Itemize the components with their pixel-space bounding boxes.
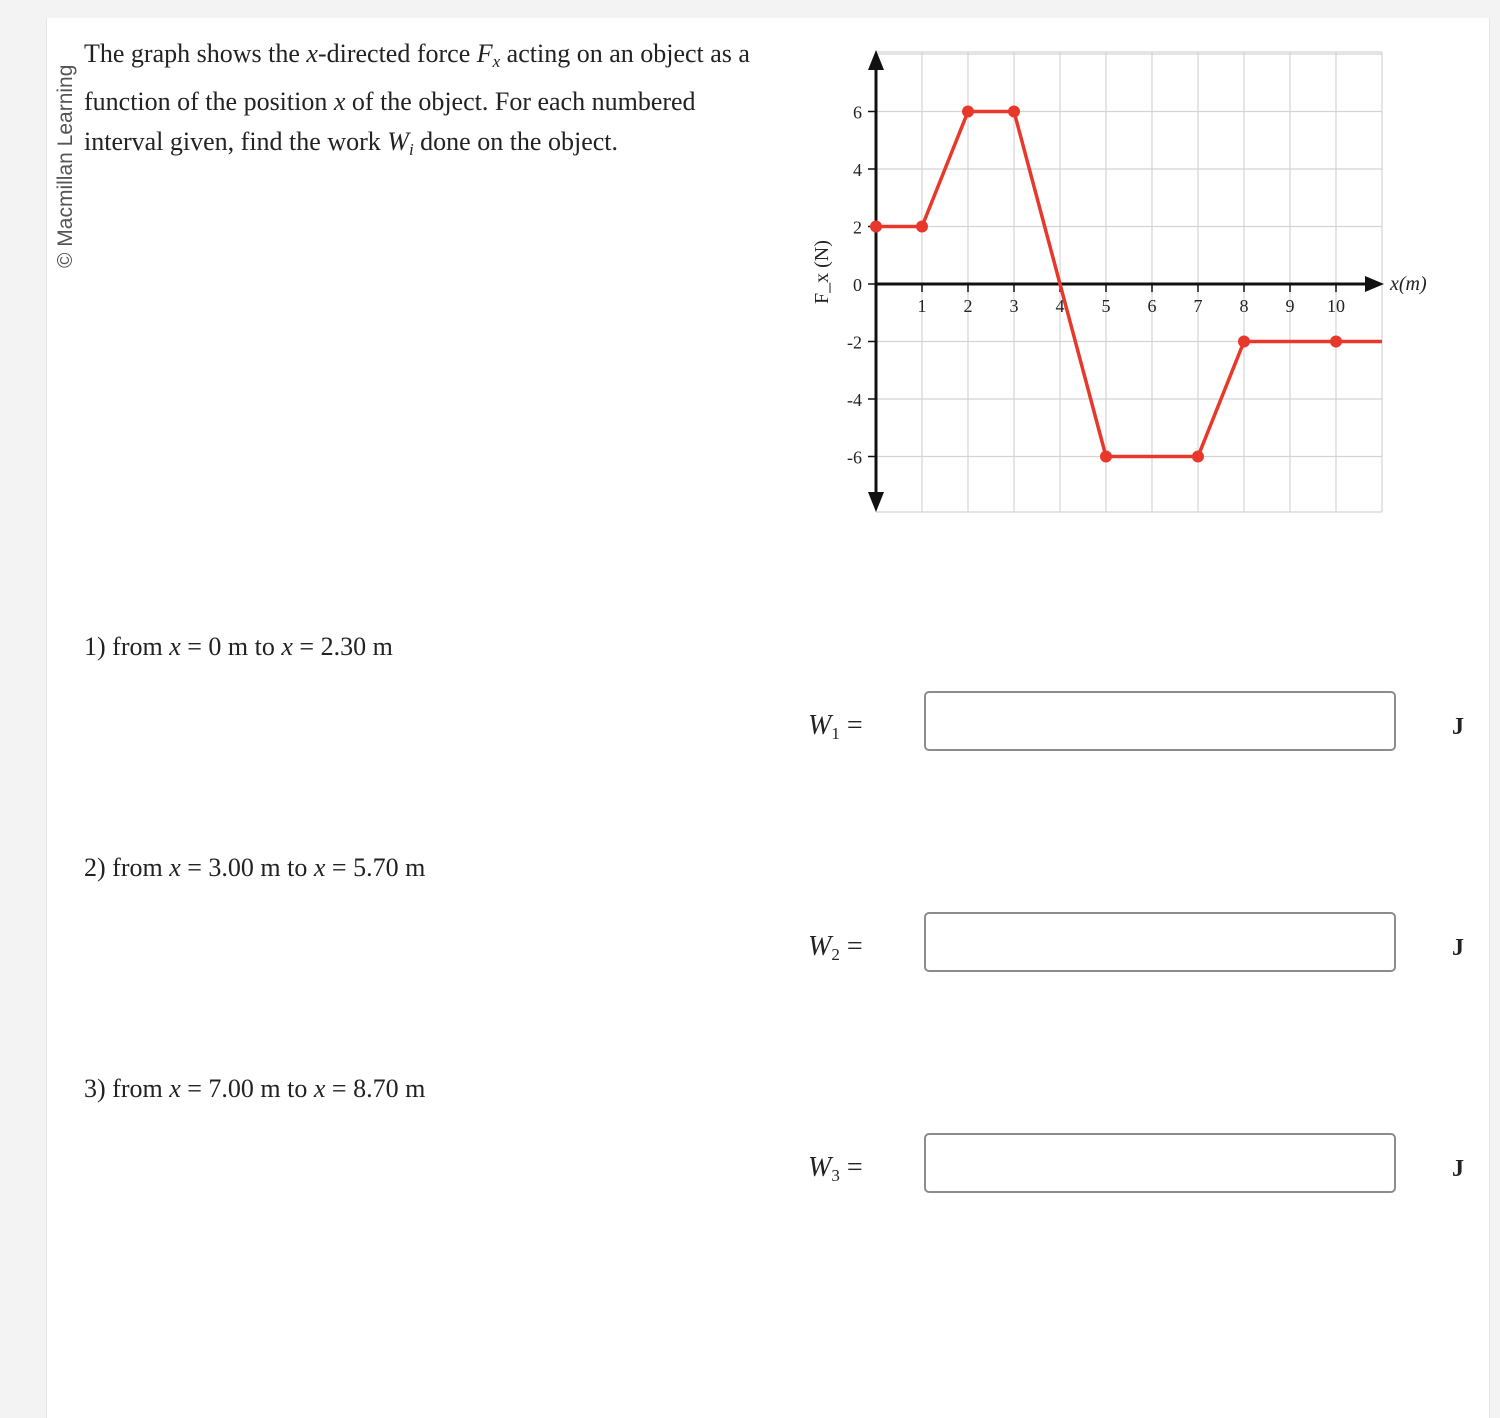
w2-answer-input[interactable] [924,912,1396,972]
y-axis-arrow-down-icon [868,492,884,512]
w3-label: W3 = [808,1152,863,1185]
data-point [916,221,928,233]
y-axis-label: F_x (N) [811,240,833,304]
y-tick-label: 6 [853,102,862,123]
w3-answer-input[interactable] [924,1133,1396,1193]
x-tick-label: 9 [1285,296,1295,316]
x-tick-label: 3 [1009,296,1019,316]
data-point [962,106,974,118]
data-point [1238,336,1250,348]
x-tick-label: 6 [1147,296,1157,316]
w2-unit: J [1452,935,1464,961]
w1-answer-input[interactable] [924,691,1396,751]
y-tick-label: -4 [847,390,862,410]
w1-label: W1 = [808,710,863,743]
y-tick-label: -2 [847,332,862,353]
y-tick-label: 2 [853,217,862,238]
x-tick-label: 8 [1239,296,1249,316]
x-tick-label: 10 [1327,296,1345,316]
x-tick-label: 2 [963,296,973,316]
force-position-graph [790,40,1440,520]
x-axis-arrow-icon [1365,276,1384,292]
question-1-prompt: 1) from x = 0 m to x = 2.30 m [84,632,393,661]
x-axis-label: x(m) [1390,273,1427,295]
w1-unit: J [1452,714,1464,740]
y-tick-label: 0 [853,275,862,295]
y-tick-label: 4 [853,160,862,180]
data-point [870,221,882,233]
data-point [1330,336,1342,348]
grid [876,52,1382,512]
w2-label: W2 = [808,931,863,964]
data-point [1008,106,1020,118]
data-point [1192,451,1204,463]
copyright-notice: © Macmillan Learning [54,64,77,268]
question-2-prompt: 2) from x = 3.00 m to x = 5.70 m [84,853,426,882]
w3-unit: J [1452,1156,1464,1182]
question-3-prompt: 3) from x = 7.00 m to x = 8.70 m [84,1074,426,1103]
x-tick-label: 4 [1055,296,1065,316]
x-tick-label: 5 [1101,296,1111,316]
y-axis-arrow-up-icon [868,50,884,70]
data-point [1100,451,1112,463]
problem-statement: The graph shows the x-directed force $F_x$ acting on an object as a function of the position x of the object. For each numbered interval given, find the work $W_i$ done on the object. [84,39,750,159]
x-tick-label: 1 [917,296,927,316]
x-tick-label: 7 [1193,296,1203,316]
y-tick-label: -6 [847,447,862,468]
